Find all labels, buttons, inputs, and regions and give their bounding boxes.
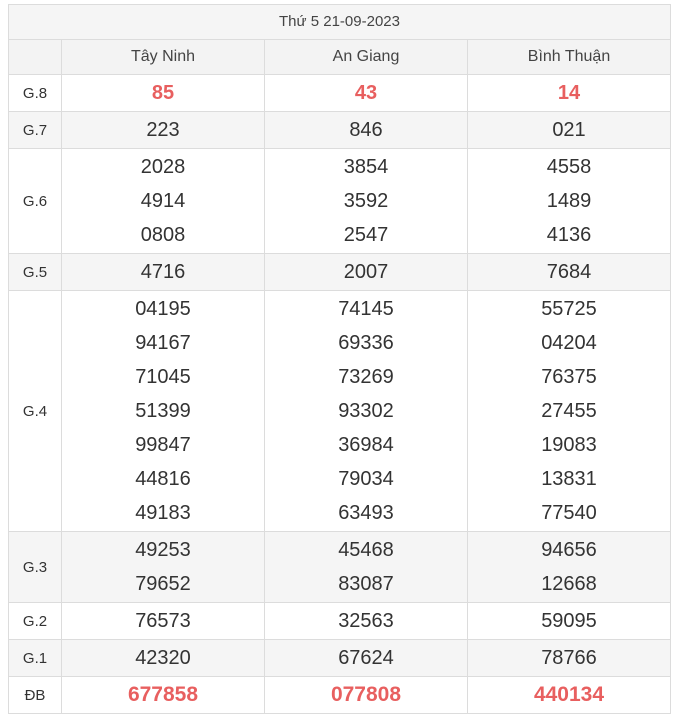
result-cell-an-giang [265, 149, 468, 254]
result-number: 3854 [343, 156, 389, 178]
result-cell-binh-thuan [468, 532, 671, 603]
prize-label: G.2 [9, 603, 62, 640]
result-cell-binh-thuan [468, 75, 671, 112]
result-number: 59095 [541, 610, 597, 632]
province-header-binh-thuan[interactable]: Bình Thuận [468, 40, 671, 75]
results-date-title: Thứ 5 21-09-2023 [8, 4, 671, 39]
result-number: 36984 [338, 434, 394, 456]
result-number: 49253 [135, 539, 191, 561]
result-number: 13831 [541, 468, 597, 490]
result-number: 69336 [338, 332, 394, 354]
result-number: 99847 [135, 434, 191, 456]
prize-row-g8 [9, 75, 671, 112]
result-number: 51399 [135, 400, 191, 422]
province-header-an-giang[interactable]: An Giang [265, 40, 468, 75]
result-number: 76375 [541, 366, 597, 388]
result-number: 14 [557, 82, 581, 104]
prize-row-g2 [9, 603, 671, 640]
result-number: 021 [552, 119, 586, 141]
prize-label: G.8 [9, 75, 62, 112]
prize-label: G.1 [9, 640, 62, 677]
result-cell-an-giang [265, 75, 468, 112]
result-number: 55725 [541, 298, 597, 320]
result-number: 2007 [343, 261, 389, 283]
prize-row-g6 [9, 149, 671, 254]
result-number: 85 [151, 82, 175, 104]
result-cell-tay-ninh [62, 75, 265, 112]
result-number: 440134 [533, 683, 605, 706]
result-cell-tay-ninh [62, 149, 265, 254]
result-number: 44816 [135, 468, 191, 490]
prize-label: G.6 [9, 149, 62, 254]
result-cell-binh-thuan [468, 291, 671, 532]
result-number: 12668 [541, 573, 597, 595]
results-table [8, 39, 671, 714]
result-number: 04204 [541, 332, 597, 354]
result-number: 94167 [135, 332, 191, 354]
result-number: 43 [354, 82, 378, 104]
result-number: 077808 [330, 683, 402, 706]
result-number: 94656 [541, 539, 597, 561]
result-cell-tay-ninh [62, 532, 265, 603]
prize-row-g7 [9, 112, 671, 149]
result-cell-an-giang [265, 640, 468, 677]
prize-header-cell [9, 40, 62, 75]
result-cell-binh-thuan [468, 254, 671, 291]
results-body [9, 75, 671, 714]
result-cell-an-giang [265, 254, 468, 291]
prize-row-db [9, 677, 671, 714]
result-cell-binh-thuan [468, 640, 671, 677]
result-number: 223 [146, 119, 180, 141]
result-cell-binh-thuan [468, 149, 671, 254]
result-cell-binh-thuan [468, 603, 671, 640]
result-number: 32563 [338, 610, 394, 632]
prize-label: G.5 [9, 254, 62, 291]
prize-label: G.7 [9, 112, 62, 149]
prize-label: G.4 [9, 291, 62, 532]
result-cell-an-giang [265, 532, 468, 603]
result-number: 93302 [338, 400, 394, 422]
result-number: 1489 [546, 190, 592, 212]
result-number: 2547 [343, 224, 389, 246]
result-number: 79034 [338, 468, 394, 490]
result-number: 83087 [338, 573, 394, 595]
result-cell-an-giang [265, 112, 468, 149]
result-number: 76573 [135, 610, 191, 632]
result-number: 0808 [140, 224, 186, 246]
result-number: 19083 [541, 434, 597, 456]
result-number: 4136 [546, 224, 592, 246]
result-cell-an-giang [265, 677, 468, 714]
result-cell-tay-ninh [62, 254, 265, 291]
result-number: 63493 [338, 502, 394, 524]
result-number: 7684 [546, 261, 592, 283]
result-number: 73269 [338, 366, 394, 388]
prize-label: ĐB [9, 677, 62, 714]
prize-row-g5 [9, 254, 671, 291]
result-number: 3592 [343, 190, 389, 212]
prize-row-g3 [9, 532, 671, 603]
result-number: 4914 [140, 190, 186, 212]
result-cell-binh-thuan [468, 677, 671, 714]
result-cell-binh-thuan [468, 112, 671, 149]
result-number: 49183 [135, 502, 191, 524]
result-number: 27455 [541, 400, 597, 422]
result-cell-an-giang [265, 603, 468, 640]
result-number: 78766 [541, 647, 597, 669]
result-cell-an-giang [265, 291, 468, 532]
result-number: 45468 [338, 539, 394, 561]
result-number: 71045 [135, 366, 191, 388]
result-number: 67624 [338, 647, 394, 669]
result-cell-tay-ninh [62, 291, 265, 532]
prize-row-g1 [9, 640, 671, 677]
prize-row-g4 [9, 291, 671, 532]
province-header-tay-ninh[interactable]: Tây Ninh [62, 40, 265, 75]
result-number: 4558 [546, 156, 592, 178]
result-number: 2028 [140, 156, 186, 178]
result-number: 74145 [338, 298, 394, 320]
result-number: 846 [349, 119, 383, 141]
result-cell-tay-ninh [62, 112, 265, 149]
prize-label: G.3 [9, 532, 62, 603]
result-number: 77540 [541, 502, 597, 524]
lottery-results [8, 4, 671, 714]
result-cell-tay-ninh [62, 603, 265, 640]
result-number: 04195 [135, 298, 191, 320]
result-number: 79652 [135, 573, 191, 595]
result-cell-tay-ninh [62, 677, 265, 714]
result-cell-tay-ninh [62, 640, 265, 677]
province-header-row [9, 40, 671, 75]
result-number: 677858 [127, 683, 199, 706]
result-number: 4716 [140, 261, 186, 283]
result-number: 42320 [135, 647, 191, 669]
